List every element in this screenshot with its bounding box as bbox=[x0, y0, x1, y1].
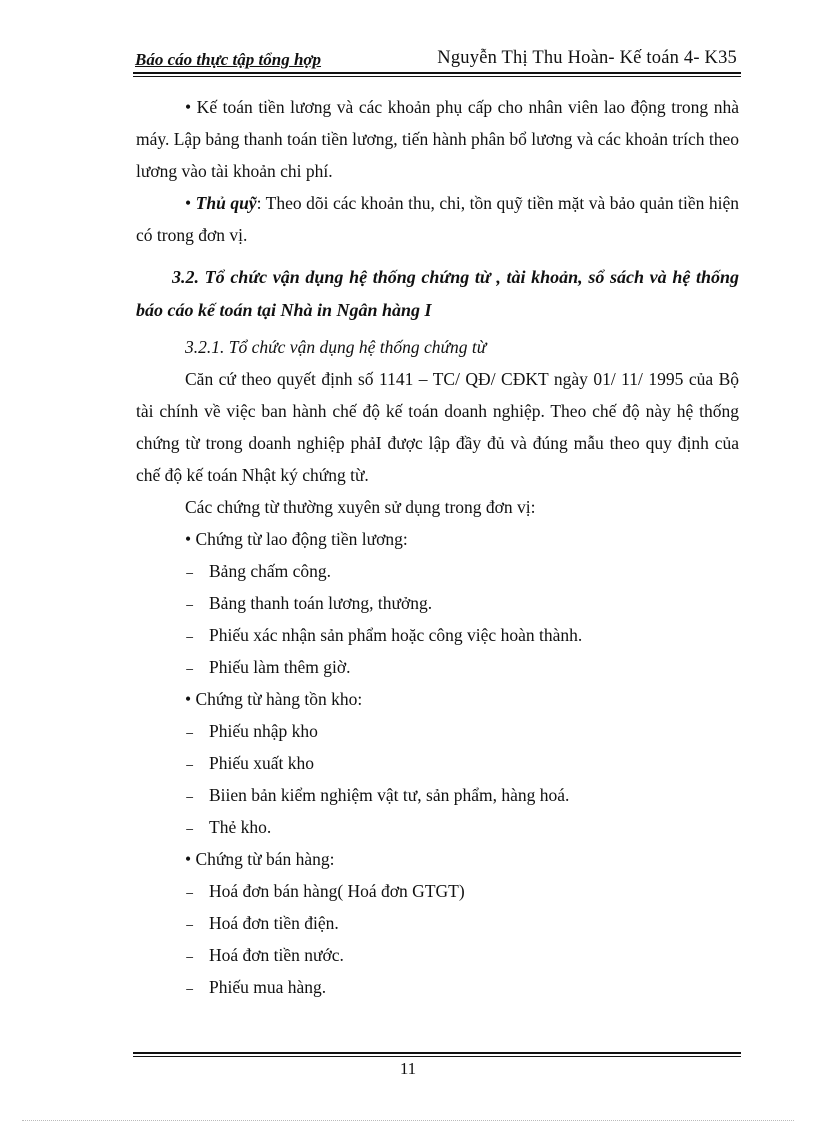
list-item bbox=[136, 971, 739, 1003]
list-item-text: Hoá đơn tiền nước. bbox=[209, 945, 344, 965]
list-item bbox=[136, 811, 739, 843]
list-item-text: Phiếu xuất kho bbox=[209, 753, 314, 773]
dash-marker: ₋ bbox=[185, 785, 195, 805]
dash-marker: ₋ bbox=[185, 721, 195, 741]
page-boundary bbox=[22, 1120, 794, 1121]
dash-marker: ₋ bbox=[185, 561, 195, 581]
list-item-text: Bảng thanh toán lương, thưởng. bbox=[209, 593, 433, 613]
list-item bbox=[136, 619, 739, 651]
paragraph-treasurer bbox=[136, 187, 739, 251]
list-item-text: Thẻ kho. bbox=[209, 817, 272, 837]
list-item-text: Phiếu xác nhận sản phẩm hoặc công việc hoàn thành. bbox=[209, 625, 583, 645]
group-title-sales: • Chứng từ bán hàng: bbox=[185, 849, 335, 869]
header-rule-thick bbox=[133, 72, 741, 74]
paragraph-documents-intro: Các chứng từ thường xuyên sử dụng trong đơn vị: bbox=[185, 497, 536, 517]
list-item-text: Hoá đơn bán hàng( Hoá đơn GTGT) bbox=[209, 881, 465, 901]
list-item-text: Phiếu mua hàng. bbox=[209, 977, 327, 997]
treasurer-description: : Theo dõi các khoản thu, chi, tồn quỹ tiền mặt và bảo quản tiền hiện có trong đơn vị. bbox=[136, 193, 739, 245]
paragraph-salary-accounting: • Kế toán tiền lương và các khoản phụ cấp cho nhân viên lao động trong nhà máy. Lập bảng thanh toán tiền lương, tiến hành phân bổ lương và các khoản trích theo lương vào tài khoản chi phí. bbox=[136, 97, 739, 181]
list-item bbox=[136, 555, 739, 587]
list-item bbox=[136, 875, 739, 907]
list-item-text: Hoá đơn tiền điện. bbox=[209, 913, 339, 933]
treasurer-term: Thủ quỹ bbox=[195, 193, 257, 213]
page-body bbox=[136, 91, 739, 1003]
list-item bbox=[136, 939, 739, 971]
list-item-text: Biien bản kiểm nghiệm vật tư, sản phẩm, hàng hoá. bbox=[209, 785, 570, 805]
list-item bbox=[136, 747, 739, 779]
page-header bbox=[133, 50, 741, 74]
list-item bbox=[136, 907, 739, 939]
dash-marker: ₋ bbox=[185, 625, 195, 645]
dash-marker: ₋ bbox=[185, 657, 195, 677]
list-item-text: Phiếu làm thêm giờ. bbox=[209, 657, 351, 677]
list-item-text: Bảng chấm công. bbox=[209, 561, 331, 581]
dash-marker: ₋ bbox=[185, 945, 195, 965]
list-item bbox=[136, 587, 739, 619]
paragraph-legal-basis: Căn cứ theo quyết định số 1141 – TC/ QĐ/ CĐKT ngày 01/ 11/ 1995 của Bộ tài chính về việc ban hành chế độ kế toán doanh nghiệp. Theo chế độ này hệ thống chứng từ trong doanh nghiệp phảI được lập đầy đủ và đúng mẫu theo quy định của chế độ kế toán Nhật ký chứng từ. bbox=[136, 369, 739, 485]
footer-rule-thick bbox=[133, 1052, 741, 1054]
bullet: • bbox=[185, 193, 196, 213]
group-title-payroll: • Chứng từ lao động tiền lương: bbox=[185, 529, 408, 549]
list-item-text: Phiếu nhập kho bbox=[209, 721, 318, 741]
header-rule-thin bbox=[133, 76, 741, 77]
dash-marker: ₋ bbox=[185, 753, 195, 773]
section-heading: 3.2. Tổ chức vận dụng hệ thống chứng từ , tài khoản, sổ sách và hệ thống báo cáo kế toán tại Nhà in Ngân hàng I bbox=[136, 267, 739, 320]
list-item bbox=[136, 715, 739, 747]
dash-marker: ₋ bbox=[185, 913, 195, 933]
dash-marker: ₋ bbox=[185, 817, 195, 837]
dash-marker: ₋ bbox=[185, 977, 195, 997]
dash-marker: ₋ bbox=[185, 593, 195, 613]
subsection-heading: 3.2.1. Tổ chức vận dụng hệ thống chứng từ bbox=[185, 337, 487, 357]
header-author: Nguyễn Thị Thu Hoàn- Kế toán 4- K35 bbox=[437, 48, 737, 68]
group-title-inventory: • Chứng từ hàng tồn kho: bbox=[185, 689, 363, 709]
header-report-title: Báo cáo thực tập tổng hợp bbox=[135, 50, 322, 69]
footer-rule-thin bbox=[133, 1056, 741, 1057]
page-number: 11 bbox=[399, 1059, 417, 1078]
list-item bbox=[136, 651, 739, 683]
list-item bbox=[136, 779, 739, 811]
dash-marker: ₋ bbox=[185, 881, 195, 901]
